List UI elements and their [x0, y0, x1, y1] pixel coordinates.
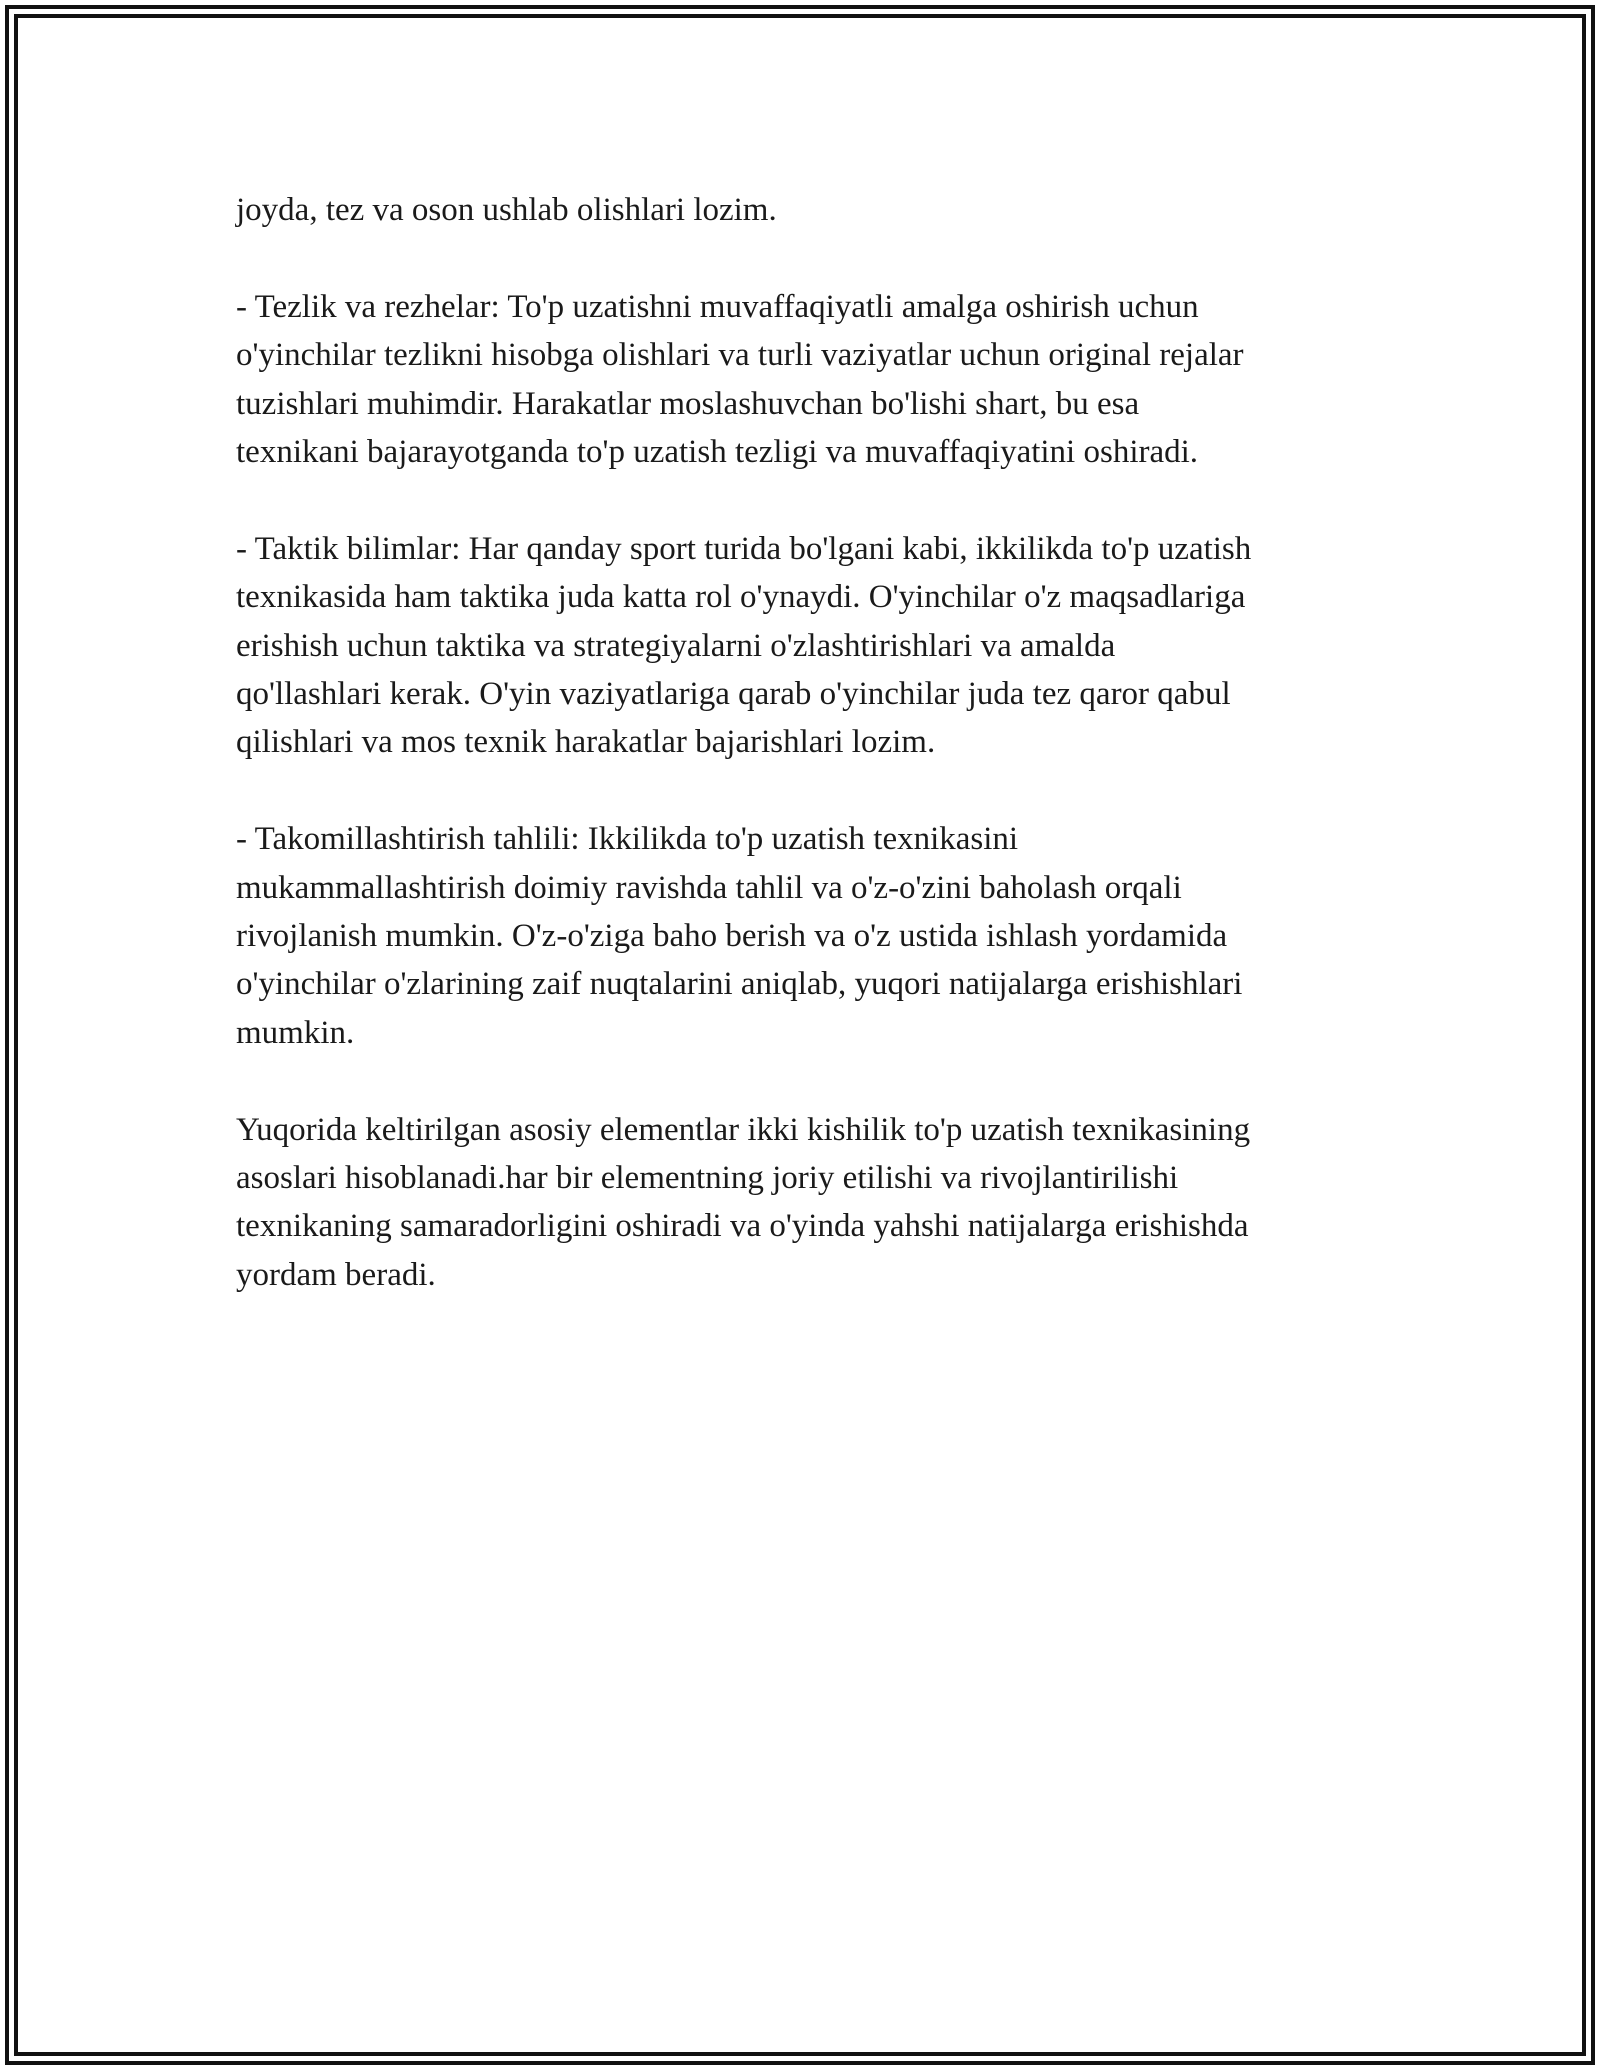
document-body [236, 186, 1386, 1348]
paragraph-continuation: joyda, tez va oson ushlab olishlari lozim. [236, 192, 777, 228]
paragraph-tactical-knowledge: - Taktik bilimlar: Har qanday sport turida bo'lgani kabi, ikkilikda to'p uzatish texnikasida ham taktika juda katta rol o'ynaydi. O'yinchilar o'z maqsadlariga erishish uchun taktika va strategiyalarni o'zlashtirishlari va amalda qo'llashlari kerak. O'yin vaziyatlariga qarab o'yinchilar juda tez qaror qabul qilishlari va mos texnik harakatlar bajarishlari lozim. [236, 530, 1252, 761]
paragraph-speed-and-plans: - Tezlik va rezhelar: To'p uzatishni muvaffaqiyatli amalga oshirish uchun o'yinchilar tezlikni hisobga olishlari va turli vaziyatlar uchun original rejalar tuzishlari muhimdir. Harakatlar moslashuvchan bo'lishi shart, bu esa texnikani bajarayotganda to'p uzatish tezligi va muvaffaqiyatini oshiradi. [236, 288, 1244, 471]
paragraph-improvement-analysis: - Takomillashtirish tahlili: Ikkilikda to'p uzatish texnikasini mukammallashtirish doimiy ravishda tahlil va o'z-o'zini baholash orqali rivojlanish mumkin. O'z-o'ziga baho berish va o'z ustida ishlash yordamida o'yinchilar o'zlarining zaif nuqtalarini aniqlab, yuqori natijalarga erishishlari mumkin. [236, 821, 1243, 1051]
paragraph-conclusion: Yuqorida keltirilgan asosiy elementlar ikki kishilik to'p uzatish texnikasining asoslari hisoblanadi.har bir elementning joriy etilishi va rivojlantirilishi texnikaning samaradorligini oshiradi va o'yinda yahshi natijalarga erishishda yordam beradi. [236, 1111, 1251, 1293]
